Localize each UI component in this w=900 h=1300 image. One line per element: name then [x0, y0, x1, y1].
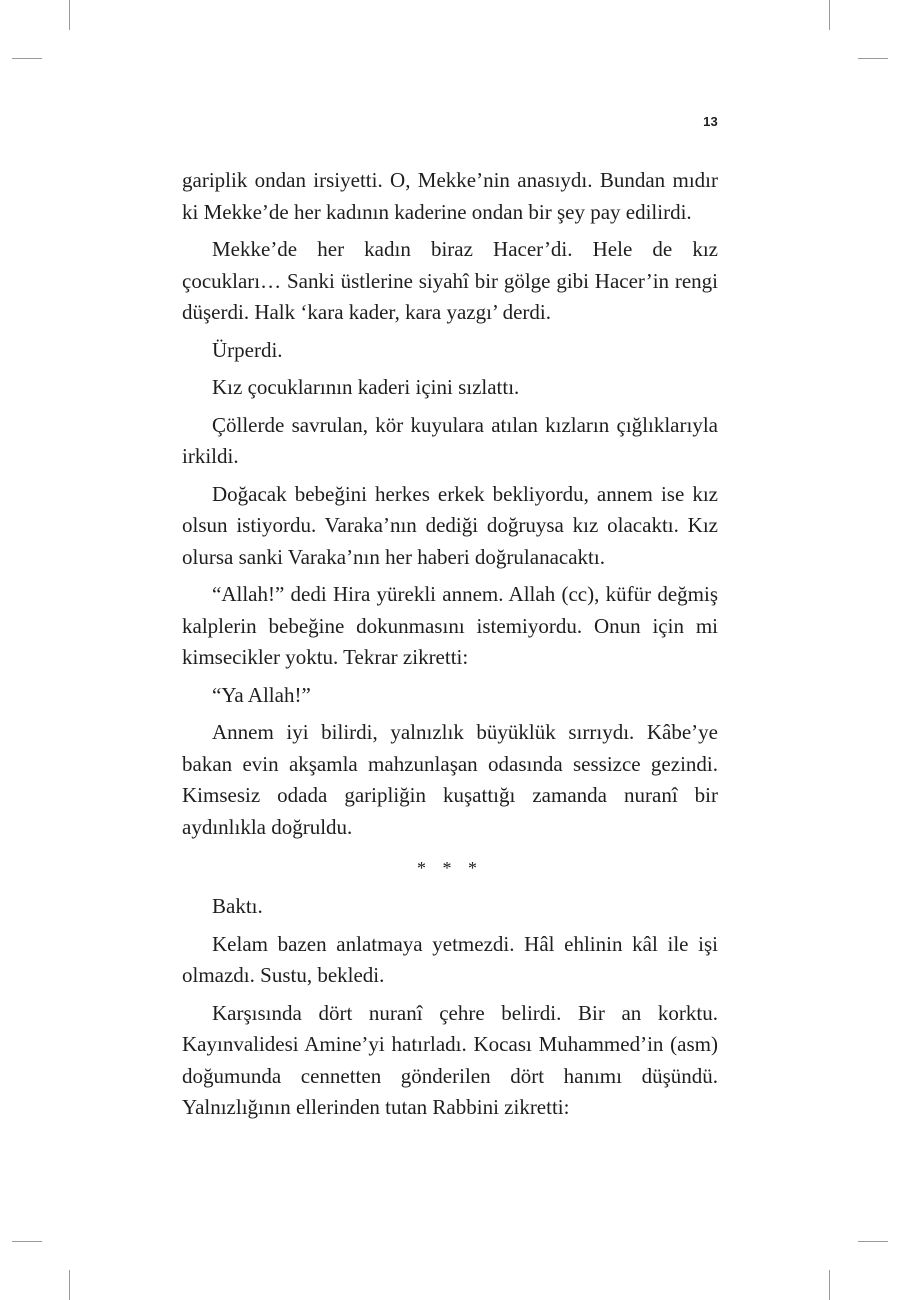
crop-mark-bottom-right [829, 1270, 830, 1300]
paragraph: Mekke’de her kadın biraz Hacer’di. Hele de kız çocukları… Sanki üstlerine siyahî bir gölge gibi Hacer’in rengi düşerdi. Halk ‘kara kader, kara yazgı’ derdi. [182, 237, 718, 324]
paragraph: Kelam bazen anlatmaya yetmezdi. Hâl ehlinin kâl ile işi olmazdı. Sustu, bekledi. [182, 931, 718, 987]
crop-mark-left-top [12, 58, 42, 59]
crop-mark-left-bottom [12, 1241, 42, 1242]
paragraph: Annem iyi bilirdi, yalnızlık büyüklük sırrıydı. Kâbe’ye bakan evin akşamla mahzunlaşan odasında sessizce gezindi. Kimsesiz odada garipliğin kuşattığı zamanda nuranî bir aydınlıkla doğruldu. [182, 720, 718, 839]
paragraph: Çöllerde savrulan, kör kuyulara atılan kızların çığlıklarıyla irkildi. [182, 412, 718, 468]
section-separator: * * * [417, 858, 483, 878]
body-text [182, 165, 718, 1130]
crop-mark-top-left [69, 0, 70, 30]
paragraph: gariplik ondan irsiyetti. O, Mekke’nin anasıydı. Bundan mıdır ki Mekke’de her kadının kaderine ondan bir şey pay edilirdi. [182, 168, 718, 224]
paragraph: Karşısında dört nuranî çehre belirdi. Bir an korktu. Kayınvalidesi Amine’yi hatırladı. Kocası Muhammed’in (asm) doğumunda cennetten gönderilen dört hanımı düşündü. Yalnızlığının ellerinden tutan Rabbini zikretti: [182, 1000, 718, 1119]
crop-mark-top-right [829, 0, 830, 30]
paragraph: Kız çocuklarının kaderi içini sızlattı. [212, 375, 520, 399]
crop-mark-bottom-left [69, 1270, 70, 1300]
paragraph: Baktı. [212, 894, 263, 918]
paragraph: Ürperdi. [212, 337, 283, 362]
paragraph: “Ya Allah!” [212, 682, 311, 707]
page-number: 13 [703, 114, 718, 129]
crop-mark-right-bottom [858, 1241, 888, 1242]
paragraph: Doğacak bebeğini herkes erkek bekliyordu, annem ise kız olsun istiyordu. Varaka’nın dediği doğruysa kız olacaktı. Kız olursa sanki Varaka’nın her haberi doğrulanacaktı. [182, 481, 718, 569]
crop-mark-right-top [858, 58, 888, 59]
paragraph: “Allah!” dedi Hira yürekli annem. Allah (cc), küfür değmiş kalplerin bebeğine dokunmasını istemiyordu. Onun için mi kimsecikler yoktu. Tekrar zikretti: [182, 582, 718, 669]
